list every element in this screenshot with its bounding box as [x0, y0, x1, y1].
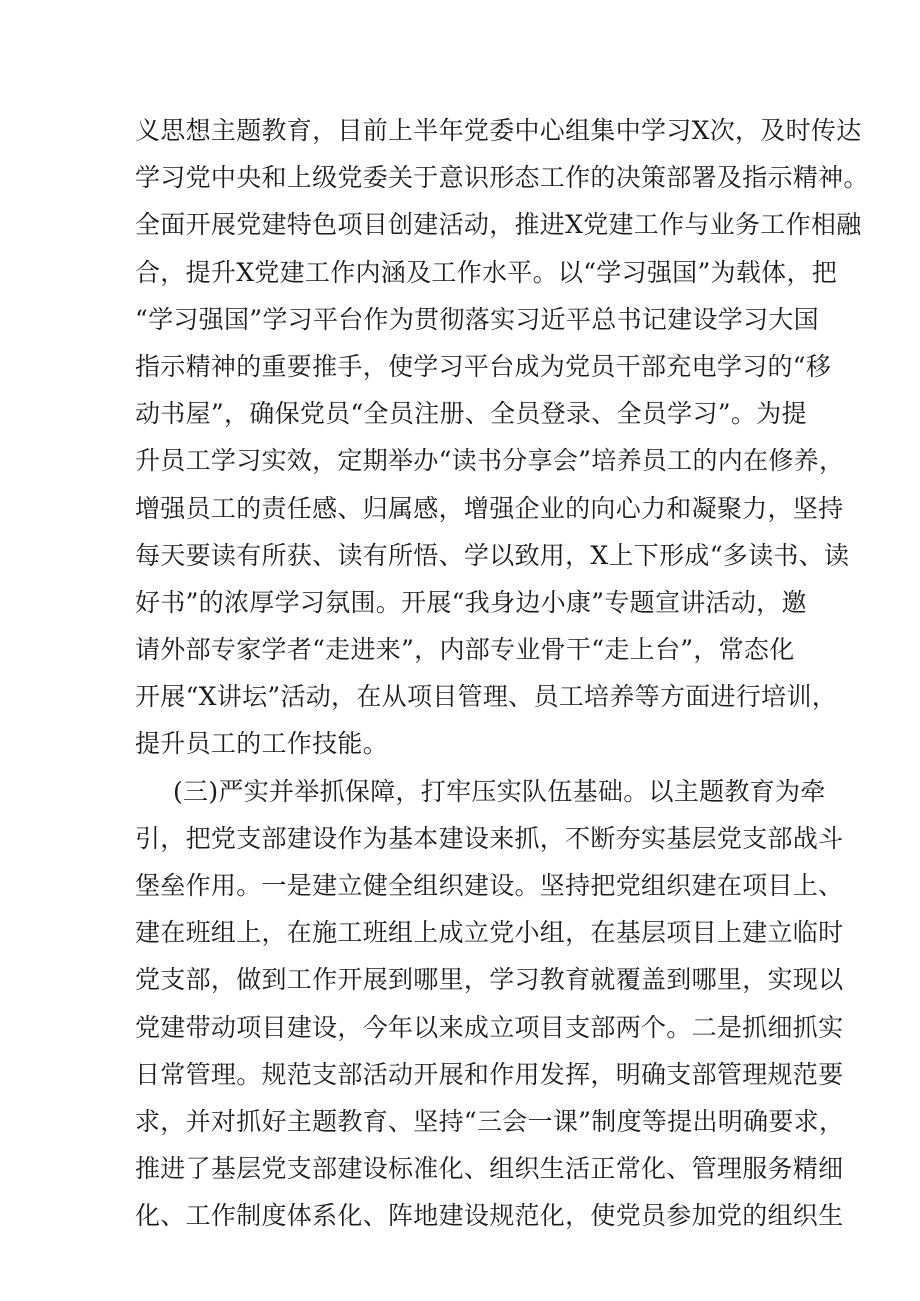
text-line: 全面开展党建特色项目创建活动，推进X党建工作与业务工作相融: [135, 210, 862, 240]
text-line: “学习强国”学习平台作为贯彻落实习近平总书记建设学习大国: [135, 304, 819, 334]
text-line: 请外部专家学者“走进来”，内部专业骨干“走上台”，常态化: [135, 635, 795, 665]
text-line: 义思想主题教育，目前上半年党委中心组集中学习X次，及时传达: [135, 116, 862, 145]
text-line: 党建带动项目建设，今年以来成立项目支部两个。二是抓细抓实: [135, 1012, 844, 1042]
text-line: 建在班组上，在施工班组上成立党小组，在基层项目上建立临时: [135, 918, 844, 948]
text-line: 升员工学习实效，定期举办“读书分享会”培养员工的内在修养，: [135, 446, 845, 476]
text-line: 动书屋”，确保党员“全员注册、全员登录、全员学习”。为提: [135, 399, 807, 429]
text-line: 好书”的浓厚学习氛围。开展“我身边小康”专题宣讲活动，邀: [135, 587, 807, 617]
text-line: 开展“X讲坛”活动，在从项目管理、员工培养等方面进行培训，: [135, 682, 838, 712]
text-line: 堡垒作用。一是建立健全组织建设。坚持把党组织建在项目上、: [135, 871, 844, 900]
text-line: 合，提升X党建工作内涵及工作水平。以“学习强国”为载体，把: [135, 257, 838, 287]
text-line: 提升员工的工作技能。: [135, 729, 389, 759]
text-line: 指示精神的重要推手，使学习平台成为党员干部充电学习的“移: [135, 351, 832, 381]
text-line: 求，并对抓好主题教育、坚持“三会一课”制度等提出明确要求，: [135, 1106, 845, 1136]
text-line: 每天要读有所获、读有所悟、学以致用，X上下形成“多读书、读: [135, 540, 850, 570]
section-heading-line: (三)严实并举抓保障，打牢压实队伍基础。以主题教育为牵: [173, 776, 826, 806]
text-line: 增强员工的责任感、归属感，增强企业的向心力和凝聚力，坚持: [135, 493, 844, 523]
text-line: 日常管理。规范支部活动开展和作用发挥，明确支部管理规范要: [135, 1059, 844, 1089]
text-line: 学习党中央和上级党委关于意识形态工作的决策部署及指示精神。: [135, 163, 869, 193]
text-line: 推进了基层党支部建设标准化、组织生活正常化、管理服务精细: [135, 1154, 844, 1184]
text-line: 引，把党支部建设作为基本建设来抓，不断夯实基层党支部战斗: [135, 823, 844, 853]
text-line: 化、工作制度体系化、阵地建设规范化，使党员参加党的组织生: [135, 1201, 844, 1231]
text-line: 党支部，做到工作开展到哪里，学习教育就覆盖到哪里，实现以: [135, 965, 844, 995]
body-text: [135, 107, 869, 1240]
